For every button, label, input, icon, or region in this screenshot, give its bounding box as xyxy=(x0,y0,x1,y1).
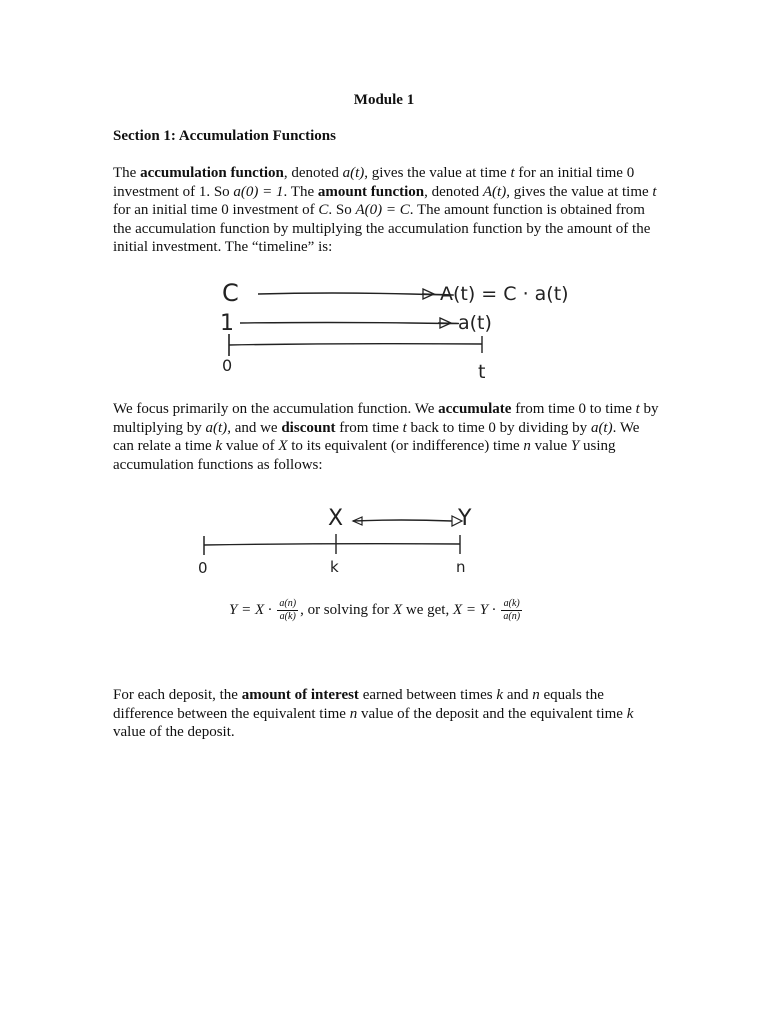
tick-label-zero: 0 xyxy=(198,559,208,577)
label-amount-function: A(t) = C · a(t) xyxy=(440,283,569,305)
fraction-ak-over-an: $\frac{a(k)}{a(n)}$ xyxy=(503,598,521,622)
paragraph-amount-of-interest: For each deposit, the amount of interest earned between times k and n equals the difference between the equivalent time n value of the deposit and the equivalent time k value of the deposit. xyxy=(113,687,634,740)
label-y: Y xyxy=(458,506,472,531)
page-title: Module 1 xyxy=(353,92,415,108)
tick-label-zero: 0 xyxy=(222,356,233,375)
tick-label-t: t xyxy=(478,361,486,383)
section-heading: Section 1: Accumulation Functions xyxy=(113,128,336,144)
paragraph-accumulation-definition: The accumulation function, denoted a(t), gives the value at time t for an initial time 0 investment of 1. So a(0) = 1. The amount function, denoted A(t), gives the value at time t for an initial time 0 investment of C. So A(0) = C. The amount function is obtained from the accumulation function by multiplying the accumulation function by the amount of the initial investment. The “timeline” is: xyxy=(113,165,657,255)
paragraph-accumulate-discount: We focus primarily on the accumulation function. We accumulate from time 0 to time t by multiplying by a(t), and we discount from time t back to time 0 by dividing by a(t). We can relate a time k value of X to its equivalent (or indifference) time n value Y using accumulation functions as follows: xyxy=(113,401,659,473)
timeline-amount-diagram xyxy=(210,275,610,385)
timeline-equivalence-diagram xyxy=(190,500,490,580)
tick-label-n: n xyxy=(456,558,466,576)
tick-label-k: k xyxy=(330,558,339,576)
label-one: 1 xyxy=(220,311,234,336)
fraction-an-over-ak: $\frac{a(n)}{a(k)}$ xyxy=(279,598,297,622)
label-x: X xyxy=(328,506,344,531)
equivalence-formula: Y = X · $\frac{a(n)}{a(k)}$ , or solving for X we get, X = Y · $\frac{a(k)}{a(n)}$ xyxy=(229,598,521,622)
label-c: C xyxy=(222,279,239,307)
label-accumulation-function: a(t) xyxy=(458,312,492,334)
